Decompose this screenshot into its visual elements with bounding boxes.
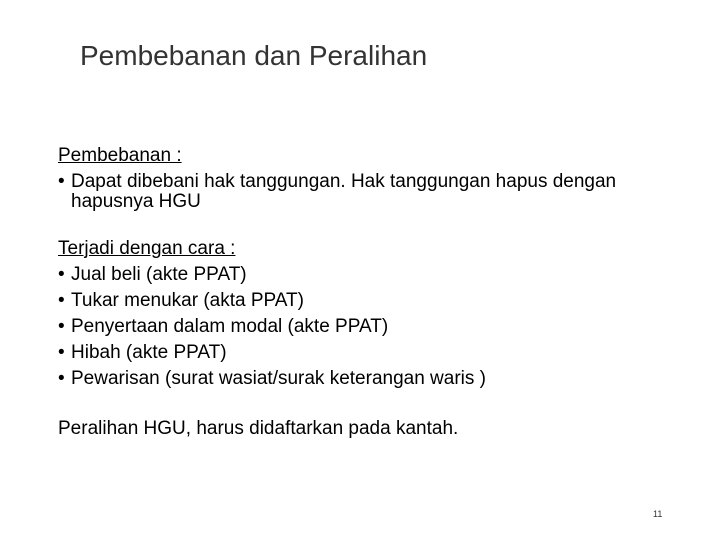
slide-title: Pembebanan dan Peralihan xyxy=(80,40,428,71)
bullet-text: Pewarisan (surat wasiat/surak keterangan waris ) xyxy=(71,368,487,389)
bullet-item xyxy=(58,172,678,212)
slide-content xyxy=(58,143,678,442)
bullet-glyph: • xyxy=(58,264,65,285)
page-number: 11 xyxy=(653,509,663,519)
bullet-glyph: • xyxy=(58,290,65,311)
bullet-glyph: • xyxy=(58,342,65,363)
bullet-text: Dapat dibebani hak tanggungan. Hak tanggungan hapus dengan hapusnya HGU xyxy=(71,171,617,212)
bullet-glyph: • xyxy=(58,171,65,192)
bullet-text: Penyertaan dalam modal (akte PPAT) xyxy=(71,316,389,337)
section-heading-pembebanan: Pembebanan : xyxy=(58,145,182,166)
bullet-item xyxy=(58,314,678,340)
bullet-item xyxy=(58,366,678,392)
section-heading-terjadi: Terjadi dengan cara : xyxy=(58,238,236,259)
conclusion-text: Peralihan HGU, harus didaftarkan pada kantah. xyxy=(58,418,459,439)
bullet-glyph: • xyxy=(58,316,65,337)
bullet-item xyxy=(58,262,678,288)
bullet-item xyxy=(58,288,678,314)
bullet-glyph: • xyxy=(58,368,65,389)
bullet-text: Tukar menukar (akta PPAT) xyxy=(71,290,304,311)
bullet-text: Jual beli (akte PPAT) xyxy=(71,264,247,285)
bullet-item xyxy=(58,340,678,366)
bullet-text: Hibah (akte PPAT) xyxy=(71,342,227,363)
